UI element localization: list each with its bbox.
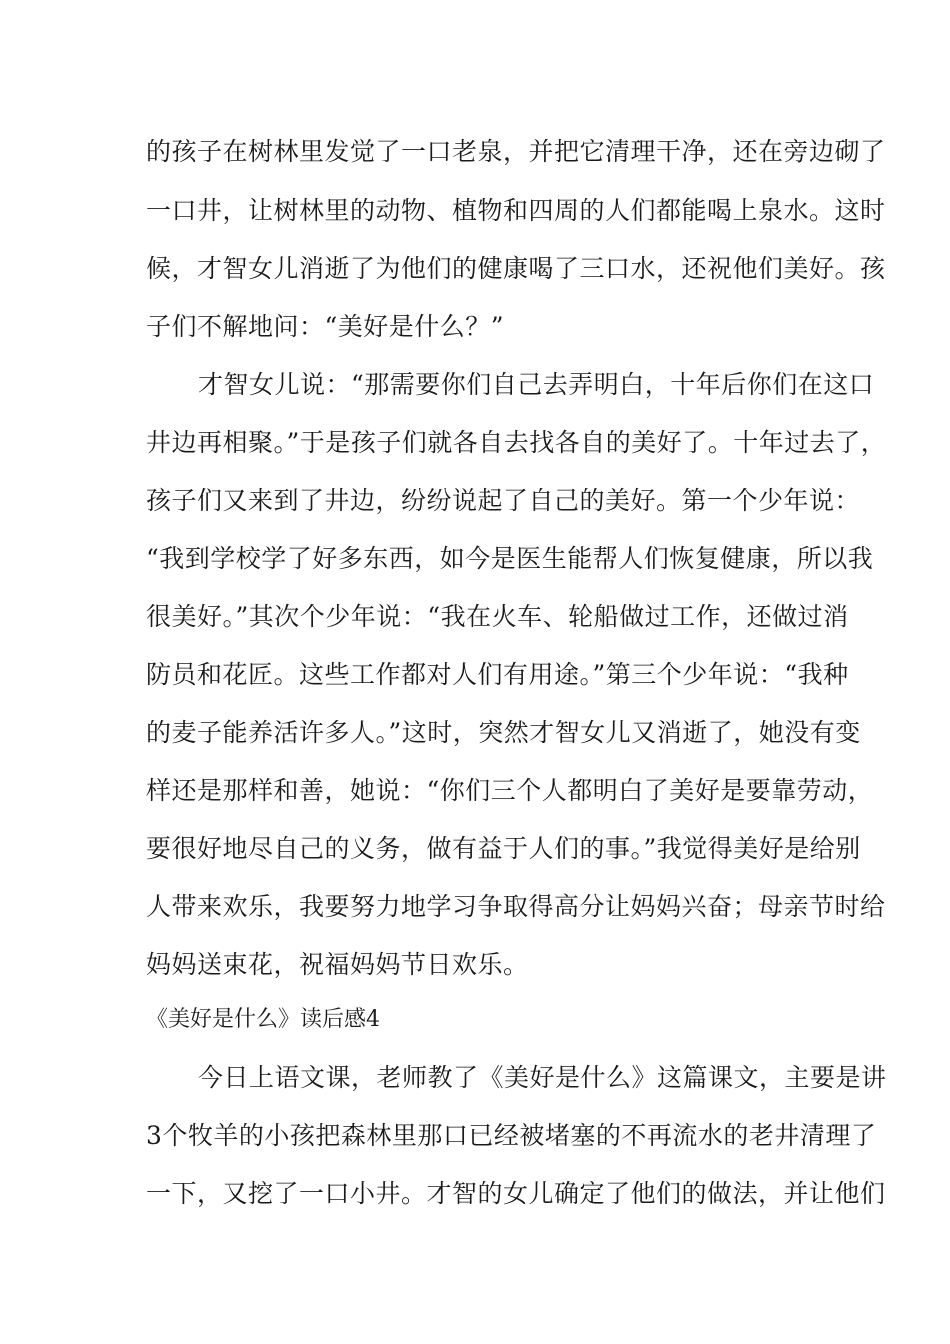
text-line: 子们不解地问：“美好是什么？”	[146, 312, 505, 341]
text-line: “我到学校学了好多东西，如今是医生能帮人们恢复健康，所以我	[146, 544, 874, 573]
text-line: 的麦子能养活许多人。”这时，突然才智女儿又消逝了，她没有变	[146, 718, 861, 747]
text-line: 一下，又挖了一口小井。才智的女儿确定了他们的做法，并让他们	[146, 1179, 886, 1208]
text-line: 的孩子在树林里发觉了一口老泉，并把它清理干净，还在旁边砌了	[146, 137, 886, 166]
text-line: 防员和花匠。这些工作都对人们有用途。”第三个少年说：“我种	[146, 660, 849, 689]
text-line: 一口井，让树林里的动物、植物和四周的人们都能喝上泉水。这时	[146, 196, 886, 225]
text-line: 妈妈送束花，祝福妈妈节日欢乐。	[146, 950, 529, 979]
text-line: 今日上语文课，老师教了《美好是什么》这篇课文，主要是讲	[198, 1063, 887, 1092]
text-line: 3个牧羊的小孩把森林里那口已经被堵塞的不再流水的老井清理了	[146, 1121, 877, 1150]
text-line: 才智女儿说：“那需要你们自己去弄明白，十年后你们在这口	[198, 370, 875, 399]
text-line: 人带来欢乐，我要努力地学习争取得高分让妈妈兴奋；母亲节时给	[146, 892, 886, 921]
text-line: 要很好地尽自己的义务，做有益于人们的事。”我觉得美好是给别	[146, 834, 861, 863]
text-line: 候，才智女儿消逝了为他们的健康喝了三口水，还祝他们美好。孩	[146, 254, 886, 283]
text-line: 井边再相聚。”于是孩子们就各自去找各自的美好了。十年过去了，	[146, 428, 887, 457]
text-line: 样还是那样和善，她说：“你们三个人都明白了美好是要靠劳动，	[146, 776, 874, 805]
text-line: 很美好。”其次个少年说：“我在火车、轮船做过工作，还做过消	[146, 602, 849, 631]
section-title: 《美好是什么》读后感4	[146, 1007, 380, 1032]
text-line: 孩子们又来到了井边，纷纷说起了自己的美好。第一个少年说：	[146, 486, 861, 515]
